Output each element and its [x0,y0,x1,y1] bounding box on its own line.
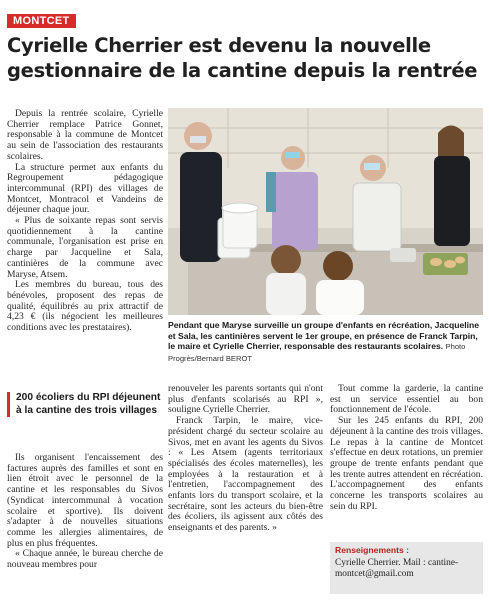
section-tag: MONTCET [7,14,76,28]
paragraph: Ils organisent l'encaissement des factures auprès des familles et sont en lien étroit avec le personnel de la cantine et les responsables du Sivos (Syndicat intercommunal à vocation scolaire et sportive). Ils doivent s'adapter à de nouvelles situations comme les allergies alimentaires, de plus en plus fréquentes. [7,452,163,549]
paragraph: Depuis la rentrée scolaire, Cyrielle Cherrier remplace Patrice Gonnet, responsable à la commune de Montcet au sein de l'association des restaurants scolaires. [7,108,163,162]
paragraph: La structure permet aux enfants du Regroupement pédagogique intercommunal (RPI) des villages de Montcet, Montracol et Vandeins de déjeuner chaque jour. [7,161,163,216]
caption-text: Pendant que Maryse surveille un groupe d'enfants en récréation, Jacqueline et Sala, les cantinières servent le 1er groupe, en présence de Franck Tarpin, le maire et Cyrielle Cherrier, responsable des restaurants scolaires. [168,320,480,352]
article-column-3 [330,384,483,512]
paragraph: « Chaque année, le bureau cherche de nouveau membres pour [7,548,163,571]
article-headline: Cyrielle Cherrier est devenu la nouvelle gestionnaire de la cantine depuis la rentrée [7,34,478,82]
paragraph: Les membres du bureau, tous des bénévoles, proposent des repas de qualité, équilibrés au prix attractif de 4,23 € (ils négocient les meilleures conditions avec les prestataires). [7,279,163,334]
paragraph: Sur les 245 enfants du RPI, 200 déjeunent à la cantine des trois villages. Le repas à la cantine de Montcet s'effectue en deux rotations, un premier groupe de trente enfants pendant que les trente autres attendent en récréation. L'accompagnement des enfants concerne les transports scolaires au sein du RPI. [330,415,483,512]
paragraph: renouveler les parents sortants qui n'ont plus d'enfants scolarisés au RPI », souligne Cyrielle Cherrier. [168,383,323,416]
paragraph: Franck Tarpin, le maire, vice-président chargé du secteur scolaire au Sivos, met en avant les agents du Sivos : « Les Atsem (agents territoriaux spécialisés des écoles maternelles), les employées à la restauration et à l'entretien, l'accompagnement des enfants lors du transport scolaire, et la secrétaire, sont les acteurs du bien-être des écoliers, ils agissent aux côtés des enseignants et des parents. » [168,415,323,534]
photo-caption [168,320,483,365]
info-box-text: Cyrielle Cherrier. Mail : cantine-montcet@gmail.com [335,558,459,579]
article-column-1 [7,109,163,334]
paragraph: Tout comme la garderie, la cantine est un service essentiel au bon fonctionnement de l'école. [330,383,483,416]
info-box-title: Renseignements : [335,545,410,555]
article-photo [168,108,483,315]
article-column-2 [168,384,323,534]
canteen-photo-illustration [168,108,483,315]
paragraph: « Plus de soixante repas sont servis quotidiennement à la cantine communale, l'organisation est prise en charge par Jacqueline et Sala, cantinières de la commune avec Maryse, Atsem. [7,215,163,280]
subheading: 200 écoliers du RPI déjeunent à la cantine des trois villages [7,392,163,417]
photo-credit: Photo Progrès/Bernard BEROT [168,342,466,364]
info-box [330,542,483,594]
article-column-1-continued [7,453,163,571]
